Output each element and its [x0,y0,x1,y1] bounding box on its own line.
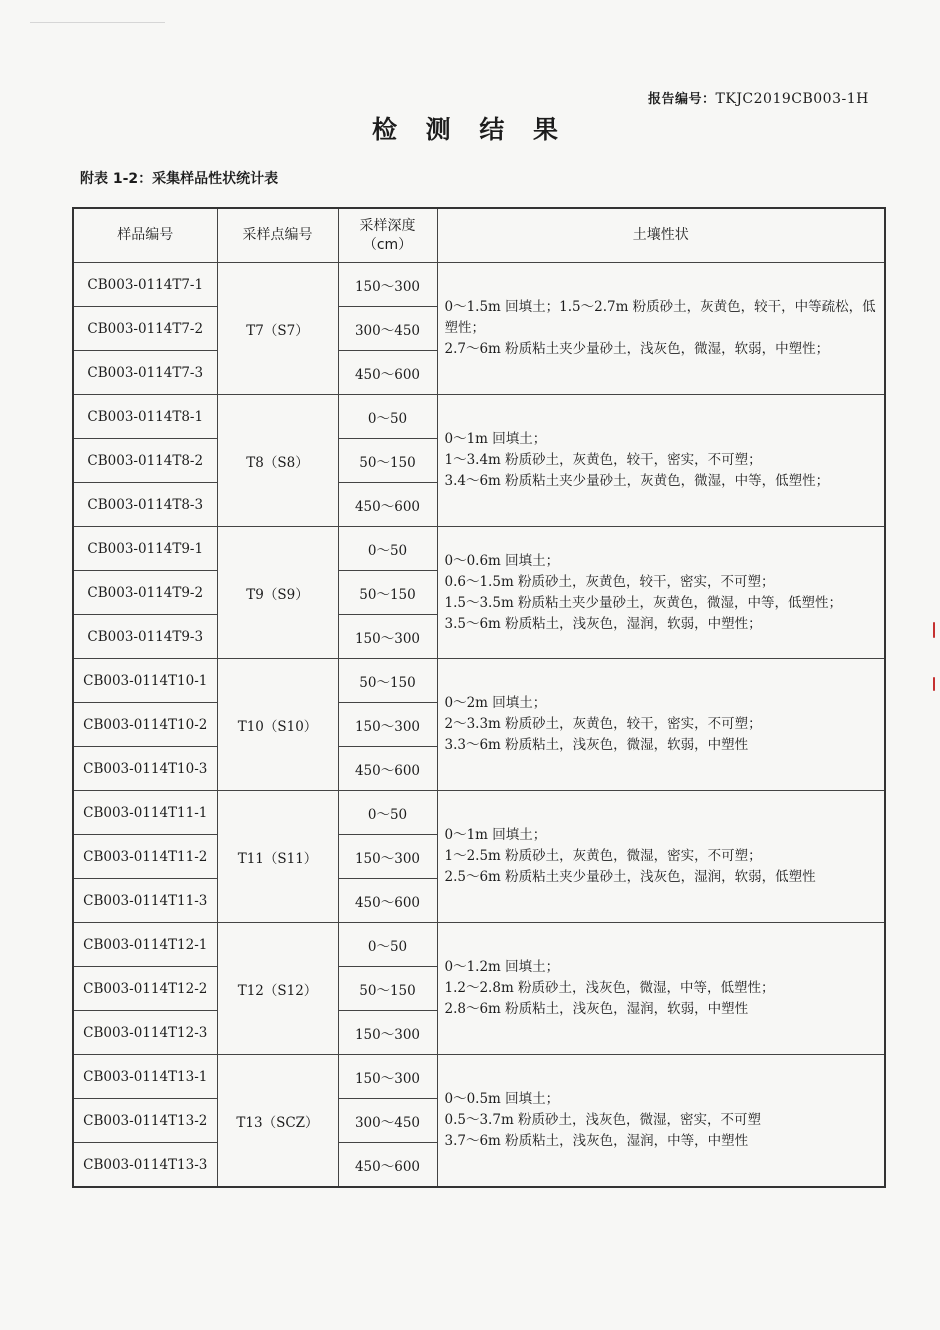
table-row [73,527,885,571]
sample-id-cell: CB003-0114T13-3 [73,1143,217,1188]
table-row [73,659,885,703]
site-id-cell: T7（S7） [217,263,338,395]
soil-properties-cell: 0～0.5m 回填土； 0.5～3.7m 粉质砂土，浅灰色，微湿，密实，不可塑 3.7～6m 粉质粘土，浅灰色，湿润，中等，中塑性 [437,1055,885,1188]
table-row [73,923,885,967]
sample-id-cell: CB003-0114T13-1 [73,1055,217,1099]
table-caption: 附表 1-2：采集样品性状统计表 [80,171,279,187]
depth-cell: 150～300 [338,1011,437,1055]
table-body [73,263,885,1188]
depth-cell: 0～50 [338,395,437,439]
depth-cell: 50～150 [338,439,437,483]
depth-cell: 0～50 [338,791,437,835]
depth-cell: 50～150 [338,967,437,1011]
col-header-soil-properties: 土壤性状 [437,208,885,263]
sample-id-cell: CB003-0114T12-2 [73,967,217,1011]
depth-cell: 300～450 [338,307,437,351]
sample-id-cell: CB003-0114T10-1 [73,659,217,703]
depth-cell: 450～600 [338,747,437,791]
sample-id-cell: CB003-0114T12-3 [73,1011,217,1055]
depth-cell: 150～300 [338,263,437,307]
soil-properties-cell: 0～1.2m 回填土； 1.2～2.8m 粉质砂土，浅灰色，微湿，中等，低塑性； 2.8～6m 粉质粘土，浅灰色，湿润，软弱，中塑性 [437,923,885,1055]
depth-cell: 150～300 [338,703,437,747]
sample-id-cell: CB003-0114T9-3 [73,615,217,659]
depth-cell: 50～150 [338,571,437,615]
table-row [73,395,885,439]
sample-id-cell: CB003-0114T8-2 [73,439,217,483]
site-id-cell: T11（S11） [217,791,338,923]
site-id-cell: T9（S9） [217,527,338,659]
depth-cell: 0～50 [338,527,437,571]
sample-id-cell: CB003-0114T10-3 [73,747,217,791]
sample-id-cell: CB003-0114T11-1 [73,791,217,835]
table-row [73,263,885,307]
depth-cell: 0～50 [338,923,437,967]
sample-id-cell: CB003-0114T10-2 [73,703,217,747]
sample-id-cell: CB003-0114T7-1 [73,263,217,307]
scan-red-mark [933,677,935,691]
depth-cell: 150～300 [338,1055,437,1099]
report-number-value: TKJC2019CB003-1H [715,91,869,107]
soil-properties-cell: 0～1m 回填土； 1～3.4m 粉质砂土，灰黄色，较干，密实，不可塑； 3.4～6m 粉质粘土夹少量砂土，灰黄色，微湿，中等，低塑性； [437,395,885,527]
depth-cell: 50～150 [338,659,437,703]
depth-cell: 450～600 [338,351,437,395]
depth-cell: 300～450 [338,1099,437,1143]
depth-cell: 150～300 [338,835,437,879]
sample-properties-table [72,207,886,1188]
report-number [648,88,869,107]
depth-cell: 150～300 [338,615,437,659]
col-header-site-id: 采样点编号 [217,208,338,263]
sample-id-cell: CB003-0114T11-3 [73,879,217,923]
scan-red-mark [933,622,935,638]
scan-top-line [30,22,165,23]
table-row [73,1055,885,1099]
soil-properties-cell: 0～1m 回填土； 1～2.5m 粉质砂土，灰黄色，微湿，密实，不可塑； 2.5～6m 粉质粘土夹少量砂土，浅灰色，湿润，软弱，低塑性 [437,791,885,923]
site-id-cell: T12（S12） [217,923,338,1055]
col-header-sample-id: 样品编号 [73,208,217,263]
soil-properties-cell: 0～2m 回填土； 2～3.3m 粉质砂土，灰黄色，较干，密实，不可塑； 3.3～6m 粉质粘土，浅灰色，微湿，软弱，中塑性 [437,659,885,791]
col-header-depth: 采样深度 （cm） [338,208,437,263]
site-id-cell: T8（S8） [217,395,338,527]
sample-id-cell: CB003-0114T7-3 [73,351,217,395]
sample-id-cell: CB003-0114T7-2 [73,307,217,351]
sample-id-cell: CB003-0114T8-3 [73,483,217,527]
sample-id-cell: CB003-0114T9-1 [73,527,217,571]
report-number-label: 报告编号： [648,92,716,107]
site-id-cell: T10（S10） [217,659,338,791]
depth-cell: 450～600 [338,483,437,527]
depth-cell: 450～600 [338,1143,437,1188]
site-id-cell: T13（SCZ） [217,1055,338,1188]
depth-cell: 450～600 [338,879,437,923]
soil-properties-cell: 0～0.6m 回填土； 0.6～1.5m 粉质砂土，灰黄色，较干，密实，不可塑； 1.5～3.5m 粉质粘土夹少量砂土，灰黄色，微湿，中等，低塑性； 3.5～6m 粉质粘土，浅灰色，湿润，软弱，中塑性； [437,527,885,659]
page-title: 检 测 结 果 [371,115,569,144]
table-row [73,791,885,835]
sample-id-cell: CB003-0114T13-2 [73,1099,217,1143]
sample-id-cell: CB003-0114T11-2 [73,835,217,879]
sample-id-cell: CB003-0114T12-1 [73,923,217,967]
sample-id-cell: CB003-0114T9-2 [73,571,217,615]
sample-id-cell: CB003-0114T8-1 [73,395,217,439]
table-header-row [73,208,885,263]
soil-properties-cell: 0～1.5m 回填土；1.5～2.7m 粉质砂土，灰黄色，较干，中等疏松，低塑性； 2.7～6m 粉质粘土夹少量砂土，浅灰色，微湿，软弱，中塑性； [437,263,885,395]
